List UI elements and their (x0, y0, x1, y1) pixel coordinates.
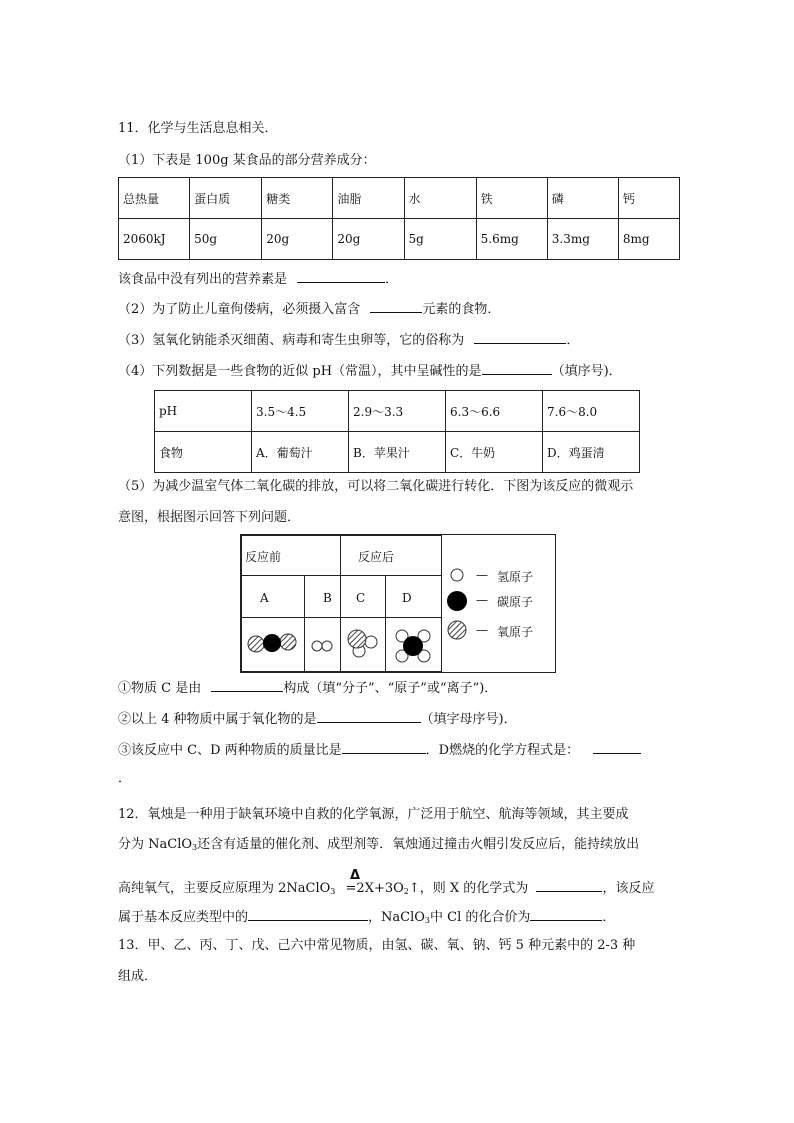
question-text: 分为 NaClO (118, 837, 193, 852)
q13-line2: 组成． (118, 969, 158, 984)
table-cell: 钙 (618, 178, 679, 219)
before-label: 反应前 (245, 550, 282, 564)
question-text: 构成（填“分子”、“原子”或“离子”)． (283, 681, 498, 696)
answer-blank[interactable] (593, 741, 641, 754)
table-row (155, 391, 640, 432)
molecule-d-cell (385, 617, 442, 672)
q11-part4 (118, 362, 622, 381)
carbon-atom-icon (446, 589, 470, 613)
question-text: 该食品中没有列出的营养素是 (118, 272, 288, 287)
legend-carbon: 碳原子 (497, 595, 534, 609)
reaction-diagram (240, 534, 556, 673)
q12-line4 (118, 908, 615, 930)
question-text: （填字母序号)． (420, 712, 517, 727)
table-row (119, 219, 680, 260)
question-text: ． (602, 910, 616, 925)
answer-blank[interactable] (317, 710, 421, 723)
table-cell: 8mg (618, 219, 679, 260)
question-text: 高纯氧气，主要反应原理为 2NaClO (118, 881, 331, 896)
legend-dash: — (476, 568, 488, 582)
answer-blank[interactable] (474, 331, 566, 344)
equation-text: =2X+3O (345, 881, 404, 896)
after-label: 反应后 (358, 550, 395, 564)
table-cell: 3.5～4.5 (252, 391, 349, 432)
question-text: ①物质 C 是由 (118, 681, 202, 696)
table-cell: 50g (190, 219, 262, 260)
subscript: 3 (424, 916, 430, 925)
table-cell: 磷 (547, 178, 618, 219)
question-text: ． (385, 272, 399, 287)
subscript: 3 (330, 887, 336, 896)
answer-blank[interactable] (530, 908, 602, 921)
legend-dash: — (476, 593, 488, 607)
question-text: ． (566, 333, 580, 348)
answer-blank[interactable] (248, 908, 368, 921)
q11-sub3 (118, 741, 641, 760)
table-cell: 糖类 (262, 178, 333, 219)
label-b: B (323, 591, 332, 605)
after-header (340, 535, 442, 576)
table-cell: 食物 (155, 432, 252, 473)
question-text: ↑，则 X 的化学式为 (408, 881, 529, 896)
table-cell: 20g (262, 219, 333, 260)
question-text: ，该反应 (602, 881, 655, 896)
q11-sub1 (118, 679, 497, 698)
molecule-a-cell (241, 617, 305, 672)
table-row (119, 178, 680, 219)
molecule-b-cell (304, 617, 341, 672)
label-d: D (402, 591, 412, 605)
answer-blank[interactable] (211, 679, 283, 692)
q11-sub3-end: ． (118, 771, 132, 786)
ch4-molecule-icon (386, 618, 441, 671)
table-cell: 水 (404, 178, 476, 219)
molecule-c-cell (340, 617, 386, 672)
table-cell: 2060kJ (119, 219, 190, 260)
question-text: （2）为了防止儿童佝偻病，必须摄入富含 (118, 302, 361, 317)
table-cell: 20g (333, 219, 404, 260)
question-text: ②以上 4 种物质中属于氧化物的是 (118, 712, 317, 727)
table-cell: 油脂 (333, 178, 404, 219)
nutrition-table (118, 177, 680, 260)
table-cell: 蛋白质 (190, 178, 262, 219)
col-d-label-cell (385, 575, 442, 618)
subscript: 2 (403, 887, 409, 896)
before-header (241, 535, 341, 576)
table-cell: 2.9～3.3 (349, 391, 446, 432)
question-text: ，NaClO (368, 910, 425, 925)
q11-title: 11．化学与生活息息相关． (118, 121, 278, 136)
question-text: （4）下列数据是一些食物的近似 pH（常温），其中呈碱性的是 (118, 364, 482, 379)
answer-blank[interactable] (482, 362, 552, 375)
h2o-molecule-icon (341, 618, 385, 671)
table-cell: C．牛奶 (446, 432, 543, 473)
q12-line3 (118, 879, 654, 901)
table-cell: pH (155, 391, 252, 432)
col-b-label-cell (304, 575, 341, 618)
legend-dash: — (476, 623, 488, 637)
question-text: 中 Cl 的化合价为 (430, 910, 531, 925)
table-cell: 铁 (476, 178, 547, 219)
answer-blank[interactable] (342, 741, 426, 754)
question-text: ．D燃烧的化学方程式是： (425, 743, 580, 758)
q13-line1: 13．甲、乙、丙、丁、戊、己六中常见物质，由氢、碳、氧、钠、钙 5 种元素中的 2-3 种 (118, 938, 636, 953)
answer-blank[interactable] (536, 879, 602, 892)
q11-sub2 (118, 710, 517, 729)
q11-part2 (118, 300, 500, 319)
question-text: 还含有适量的催化剂、成型剂等．氧烛通过撞击火帽引发反应后，能持续放出 (197, 837, 640, 852)
question-text: （填序号)． (551, 364, 622, 379)
answer-blank[interactable] (370, 300, 422, 313)
table-cell: 7.6～8.0 (543, 391, 640, 432)
label-a: A (260, 591, 269, 605)
h2-molecule-icon (305, 618, 340, 671)
hydrogen-atom-icon (449, 566, 467, 584)
ph-table (154, 390, 640, 473)
subscript: 3 (192, 843, 198, 852)
heat-symbol: Δ (350, 868, 361, 883)
oxygen-atom-icon (447, 619, 469, 641)
table-cell: B．苹果汁 (349, 432, 446, 473)
q11-part1-question (118, 270, 398, 289)
question-text: 属于基本反应类型中的 (118, 910, 249, 925)
table-cell: 5g (404, 219, 476, 260)
table-cell: 3.3mg (547, 219, 618, 260)
q11-part5-line2: 意图，根据图示回答下列问题． (118, 510, 301, 525)
legend-hydrogen: 氢原子 (497, 570, 534, 584)
table-cell: D．鸡蛋清 (543, 432, 640, 473)
table-row (155, 432, 640, 473)
question-text: 元素的食物． (422, 302, 501, 317)
q11-part3 (118, 331, 579, 350)
q11-part5-line1: （5）为减少温室气体二氧化碳的排放，可以将二氧化碳进行转化．下图为该反应的微观示 (118, 479, 634, 494)
q11-part1: （1）下表是 100g 某食品的部分营养成分： (118, 153, 376, 168)
col-a-label-cell (241, 575, 305, 618)
legend-oxygen: 氧原子 (497, 625, 534, 639)
question-text: （3）氢氧化钠能杀灭细菌、病毒和寄生虫卵等，它的俗称为 (118, 333, 465, 348)
table-cell: A．葡萄汁 (252, 432, 349, 473)
label-c: C (356, 591, 366, 605)
question-text: ③该反应中 C、D 两种物质的质量比是 (118, 743, 342, 758)
table-cell: 5.6mg (476, 219, 547, 260)
q12-line1: 12．氧烛是一种用于缺氧环境中自救的化学氧源，广泛用于航空、航海等领域，其主要成 (118, 807, 629, 822)
q12-line2 (118, 836, 639, 857)
table-cell: 总热量 (119, 178, 190, 219)
legend (441, 535, 555, 672)
co2-molecule-icon (242, 618, 304, 671)
answer-blank[interactable] (297, 270, 385, 283)
col-c-label-cell (340, 575, 386, 618)
table-cell: 6.3～6.6 (446, 391, 543, 432)
